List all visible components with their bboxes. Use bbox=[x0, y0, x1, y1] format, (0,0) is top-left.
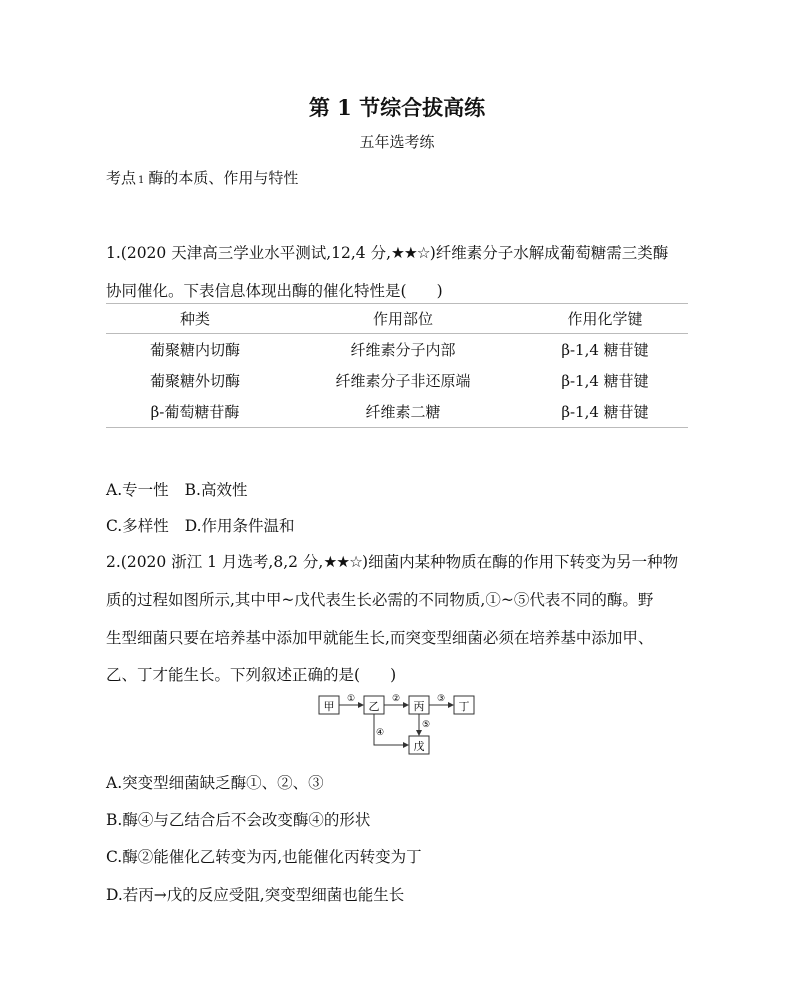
pathway-diagram bbox=[318, 690, 488, 760]
table-cell: β-1,4 糖苷键 bbox=[561, 341, 649, 359]
node-ding: 丁 bbox=[458, 700, 470, 713]
difficulty-stars: ★★☆ bbox=[323, 553, 363, 571]
option-b: B.高效性 bbox=[184, 481, 248, 499]
option-a: A.专一性 bbox=[106, 481, 169, 499]
section-prefix: 考点 bbox=[106, 169, 137, 187]
q2-stem-line-3: 生型细菌只要在培养基中添加甲就能生长,而突变型细菌必须在培养基中添加甲、 bbox=[106, 629, 654, 647]
enzyme-1: ① bbox=[346, 694, 356, 704]
difficulty-stars: ★★☆ bbox=[391, 244, 430, 262]
table-cell: 纤维素分子非还原端 bbox=[335, 372, 471, 390]
q2-stem-line-4 bbox=[106, 663, 396, 685]
table-cell: 葡聚糖外切酶 bbox=[149, 372, 240, 390]
q2-stem-text-4: 乙、丁才能生长。下列叙述正确的是( bbox=[106, 666, 361, 684]
enzyme-table bbox=[106, 303, 688, 428]
q2-stem-line-1 bbox=[106, 550, 678, 572]
q1-options-row-2 bbox=[106, 514, 295, 536]
q2-option-b: B.酶④与乙结合后不会改变酶④的形状 bbox=[106, 811, 371, 829]
q2-stem-line-2: 质的过程如图所示,其中甲~戊代表生长必需的不同物质,①~⑤代表不同的酶。野 bbox=[106, 591, 654, 609]
q1-source: 1.(2020 天津高三学业水平测试,12,4 分, bbox=[106, 244, 392, 262]
q2-stem-text: )细菌内某种物质在酶的作用下转变为另一种物 bbox=[362, 553, 679, 571]
q2-option-c: C.酶②能催化乙转变为丙,也能催化丙转变为丁 bbox=[106, 848, 422, 866]
table-header: 种类 bbox=[179, 310, 210, 328]
table-row bbox=[106, 396, 688, 428]
q1-paren-end: ) bbox=[436, 282, 443, 300]
node-yi: 乙 bbox=[368, 700, 380, 713]
enzyme-4: ④ bbox=[375, 728, 385, 738]
enzyme-5: ⑤ bbox=[421, 720, 431, 730]
q2-paren-end: ) bbox=[390, 666, 397, 684]
option-d: D.作用条件温和 bbox=[184, 517, 295, 535]
q2-option-d: D.若丙→戊的反应受阻,突变型细菌也能生长 bbox=[106, 886, 405, 904]
page-title: 第 1 节综合拔高练 bbox=[308, 95, 486, 120]
section-topic: 酶的本质、作用与特性 bbox=[148, 169, 299, 187]
table-header-row bbox=[106, 304, 688, 334]
q1-stem-line-2 bbox=[106, 279, 443, 301]
table-cell: β-1,4 糖苷键 bbox=[561, 403, 649, 421]
q2-option-a: A.突变型细菌缺乏酶①、②、③ bbox=[106, 774, 324, 792]
section-heading bbox=[106, 167, 298, 188]
node-bing: 丙 bbox=[413, 700, 425, 713]
q1-stem-text-2: 协同催化。下表信息体现出酶的催化特性是( bbox=[106, 282, 407, 300]
table-cell: β-1,4 糖苷键 bbox=[561, 372, 649, 390]
section-number: 1 bbox=[138, 175, 145, 186]
option-c: C.多样性 bbox=[106, 517, 169, 535]
enzyme-2: ② bbox=[391, 694, 401, 704]
q1-options-row-1 bbox=[106, 478, 247, 500]
table-cell: 葡聚糖内切酶 bbox=[149, 341, 240, 359]
page-subtitle: 五年选考练 bbox=[359, 133, 435, 151]
q1-stem-text: )纤维素分子水解成葡萄糖需三类酶 bbox=[429, 244, 669, 262]
enzyme-3: ③ bbox=[436, 694, 446, 704]
table-cell: 纤维素分子内部 bbox=[350, 341, 456, 359]
table-cell: β-葡萄糖苷酶 bbox=[150, 403, 240, 421]
q1-stem-line-1 bbox=[106, 241, 668, 263]
table-row bbox=[106, 365, 688, 396]
node-jia: 甲 bbox=[323, 700, 335, 713]
q2-source: 2.(2020 浙江 1 月选考,8,2 分, bbox=[106, 553, 324, 571]
table-header: 作用部位 bbox=[372, 310, 433, 328]
node-wu: 戊 bbox=[413, 740, 425, 753]
table-cell: 纤维素二糖 bbox=[365, 403, 441, 421]
table-header: 作用化学键 bbox=[567, 310, 643, 328]
table-row bbox=[106, 334, 688, 366]
